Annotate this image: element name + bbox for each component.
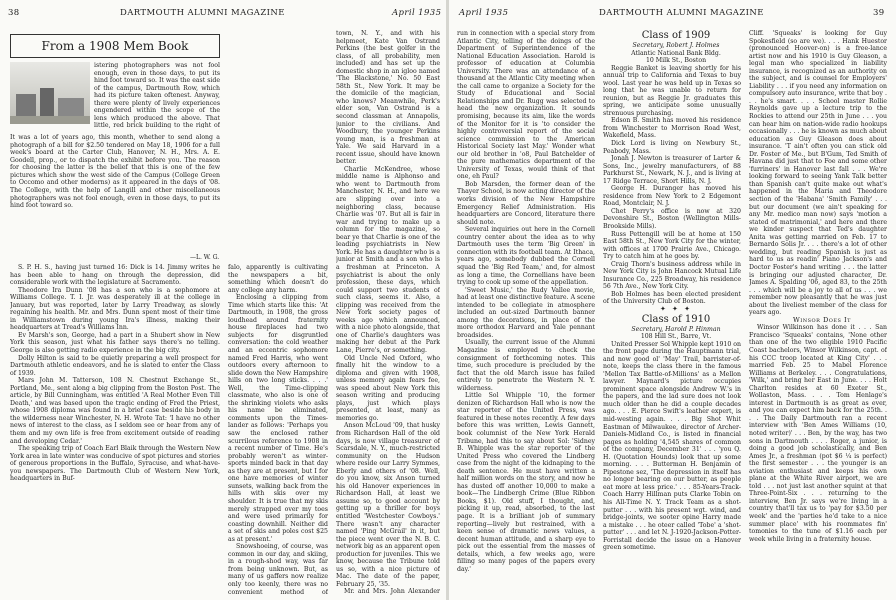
right-column-1: run in connection with a special story from Atlantic City, telling of the doings of the Department of Superintendence of the National Education Association. Harold is professor of education at Columbia University. There was an attendance of a thousand at the Atlantic City meeting when the call came to organize a Society for the Study of Educational and Social Relationships and Dr. Rugg was selected to head the new organization. It sounds promising, because its aim, like the words of the Monitor for it is 'to consider the highly controversial report of the social science commission to the American Historical Society last May.' Wonder what our old brother in 'o8, Paul Batchelder of the pure mathematics department of the University of Texas, would think of that one, eh Paul? Bob Marsden, the former dean of the Thayer School, is now acting director of the works division of the New Hampshire Emergency Relief Administration. His headquarters are Concord, literature there should note. Several inquiries out here in the Cornell country center about the idea as to why Dartmouth uses the term 'Big Green' in connection with its football team. At Ithaca, years ago, somebody dubbed the Cornell squad the 'Big Red Team,' and, for almost as long a time, the Cornellians have been trying to cook up some of the appellation. 'Sweet Music,' the Rudy Vallee movie, had at least one distinctive feature. A scene intended to be collegiate in atmosphere included an out-sized Dartmouth banner among the decorations, in place of the more orthodox Harvard and Yale pennant broadsides. Usually, the current issue of the Alumni Magazine is employed to check the consignment of forthcoming notes. This time, such procedure is precluded by the fact that the old March issue has failed entirely to penetrate the Western N. Y. wilderness. Little Sol Whipple '10, the former denizen of Richardson Hall who is now the star reporter of the United Press, was featured in these notes recently. A few days before this was written, Lewis Gannett, book columnist of the New York Herald Tribune, had this to say about Sol: 'Sidney B. Whipple was the star reporter of the United Press who covered the Lindberg case from the night of the kidnaping to the death sentence. He must have written a half million words on the story, and now he has dusted off another 10,000 to make a book—The Lindbergh Crime (Blue Ribbon Books, $1). Old stuff, I thought, and, picking it up, read, absorbed, to the last page. It is a brilliant job of summary reporting—lively but restrained, with a keen sense of dramatic news values, a decent human attitude, and a sharp eye to pick out the essential from the masses of details, which, a few weeks ago, were filling so many pages of the papers every day.' bbox=[457, 30, 595, 573]
left-column-3: town, N. Y., and with his helpmeet, Kate Van Ostrand Perkins (the best golfer in the class, of all probability, men included) and has set up the domestic shop in an igloo named 'The Blackstone,' No. 50 East 58th St., New York. It may be the domicile of the magician, who knows? Meanwhile, Perk's elder son, Van Ostrand is a second classman at Annapolis, junior to the civilians. And Woodbury, the younger Perkins young man, is a freshman at Yale. We said Harvard in a recent issue, should have known better. Charlie McKendree, whose middle name is Alphonso and who went to Dartmouth from Manchester, N. H., and here we are slipping over into a neighboring class, because Charlie was '07. But all is fair in war and trying to make up a column for the magazine, so bear ye that Charlie is one of the leading psychiatrists in New York. He has a daughter who is a junior at Smith and a son who is a freshman at Princeton. A psychiatrist is about the only profession, these days, which could support two students of such class, seems it. Also, a clipping was received from the New York society pages of weeks ago which announced, with a nice photo alongside, that one of Charlie's daughters was making her debut at the Park Lane, Pierre's, or something. Old Uncle Ned Oxford, who finally hit the window to a diploma and given with 1908, unless memory again fears fee, was speed about New York this season writing and producing plays, just which plays presented, at least, many as memories go. Anson McLoud '09, that husky from Richardson Hall of the old days, is now village treasurer of Scarsdale, N. Y., much-restricted community on the Hudson where reside our Larry Symmes, Eberly and others of '08. Well, do you know, six Anson turned his old Hanover experiences in Richardson Hall, at least we assume so, to good account by getting up a thriller for boys entitled 'Westchester Cowboys.' There wasn't any character named 'Ping McGrail' in it, but the piece went over the N. B. C. network big as an apparent open production for juveniles. This we know, because the Tribune told us so, with a nice picture of Mac. The date of the paper, February 25, '35. Mr. and Mrs. John Alexander bbox=[336, 30, 440, 596]
right-column-2: Class of 1909 Secretary, Robert J. Holmes Atlantic National Bank Bldg. 10 Milk St., Boston Reggie Banket is leaving shortly for his annual trip to California and Texas to buy wool. Last year he was held up in Texas so long that he was unable to return for reunion, but as Reggie Jr. graduates this spring, we anticipate some unusually strenuous purchasing. Edson B. Smith has moved his residence from Winchester to Morrison Road West, Wakefield, Mass. Dick Lord is living on Newbury St., Peabody, Mass. Jonah J. Newton is treasurer of Larter & Sons, Inc., jewelry manufacturers, of 88 Parkhurst St., Newark, N. J., and is living at 17 Ridge Terrace, Short Hills, N. J. George H. Duranger has moved his residence from New York to 2 Edgemont Road, Montclair, N. J. Chet Perry's office is now at 320 Devonshire St., Boston (Wellington Mills-Brookside Mills). Russ Pettengill will be at home at 150 East 58th St., New York City for the winter, with offices at 1700 Prairie Ave., Chicago. Try to catch him at he goes by. Craig Thorn's business address while in New York City is John Hancock Mutual Life Insurance Co., 225 Broadway, his residence 56 7th Ave., New York City. Bob Holmes has been elected president of the University Club of Boston. ✦ ✦ ✦ Class of 1910 Secretary, Harold P. Hinman 108 Hill St., Barre, Vt. United Presser Sol Whipple kept 1910 on the front page during the Hauptmann trial, and now good ol' 'May' Trail, barrister-of-note, keeps the class there in the famous 'Mellon Tax Battle-of-Millions' as a Mellon lawyer. Maynard's picture occupies prominent space alongside Andrew W.'s in the papers, and the lad sure does not look much older than he did a couple decades ago. . . . E. Pierce Swift's leather expert, is mid-westing again. . . . Big Shot Whit Eastman of Milwaukee, director of Archer-Daniels-Midland Co., is listed in financial pages as holding '4,545 shares of common of the company, December 31' . . . 'you Q. H. (Quotation Hounds) look that up some morning. . . . Butterman H. Benjamin of Pipestone sez, 'The depression in itself has no longer bearing on our butter, as people eat more at less price.' . . . 85-Years-Track-Coach Harry Hillman puts Clarke Tobin on his All-Time N. Y. Track Team as a shot-putter . . . with his present wgt. wind, and bridge-joints, we sooter opine Harry made a mistake . . . he oteer called 'Tobe' a 'shot-putter' . . . and let N. J-1920-Jackson-Potter-Forristall decide the issue on a Hanover green sometime. bbox=[603, 30, 741, 552]
winsor-subheading: Winsor Does It bbox=[792, 315, 851, 324]
issue-date: April 1935 bbox=[392, 8, 442, 18]
page-number: 39 bbox=[873, 8, 885, 18]
article-signature: —L. W. G. bbox=[190, 254, 220, 261]
running-title: DARTMOUTH ALUMNI MAGAZINE bbox=[599, 8, 764, 18]
class-1910-heading: Class of 1910 bbox=[641, 313, 711, 325]
left-column-2: falo, apparently is cultivating the newspapers a bit, something which doesn't do any college any harm. Enclosing a clipping from Time which starts like this: 'At Dartmouth, in 1908, the gross loudhead around fraternity house fireplaces had two subjects for disgruntled conversation: the cold weather and an eccentric sophomore named Fred Harris, who went outdoors every afternoon to slide down the New Hampshire hills on two long sticks. . . .' Well, the Time-clipping classmate, who also is one of the shrinking violets who asks his name be eliminated, comments upon the Times-lander as follows: 'Perhaps you saw the enclosed rather scurrilous reference to 1908 in a recent number of Time. He's probably weren't as winter-sports minded back in that day as they are at present, but I for one have memories of winter sunsets, walking back from the hills with skis over my shoulder. It is true that my skis merely strapped over my toes and were used primarily for coasting downhill. Neither did a set of skis and poles cost $25 as at present.' Snowshoeing, of course, was common in our day, and skiing, in a rough-shod way, was far from being unknown. But, as many of us gaffers now realize only too keenly, there was no convenient method of bbox=[228, 264, 328, 596]
issue-date: April 1935 bbox=[459, 8, 509, 18]
lead-paragraph: It was a lot of years ago, this month, whether to send along a photograph of a bill for $2.50 tendered on May 18, 1906 for a full week's board at the Carter Club, Hanover, N. H., Mrs. A. E. Goodell, prop., or to dispatch the exhibit before you. The reason for choosing the latter is the belief that this is one of the few pictures which show the west side of the Campus (College Green to Occomo and other moderns) as it appeared in the days of '08. The College, with the help of Langill and other miscellaneous photographers was not fool enough, even in those days, to put its hind foot toward so. bbox=[10, 134, 220, 210]
class-1910-secretary: Secretary, Harold P. Hinman bbox=[631, 325, 721, 333]
right-page bbox=[449, 0, 896, 600]
running-title: DARTMOUTH ALUMNI MAGAZINE bbox=[120, 8, 285, 18]
left-page bbox=[0, 0, 447, 600]
page-number: 38 bbox=[8, 8, 20, 18]
left-page-header bbox=[0, 8, 447, 22]
class-1909-heading: Class of 1909 bbox=[641, 30, 711, 41]
right-page-header bbox=[449, 8, 896, 22]
class-1909-secretary: Secretary, Robert J. Holmes bbox=[632, 42, 720, 49]
left-column-1: S. P. H. S., having just turned 16: Dick is 14. Jimmy writes he has been able to hang on through the depression, did considerable work with the legislature at Sacramento. Theodore Ira Dunn '08 has a son who is a sophomore at Williams College. T. I. Jr. was desperately ill at the college in January, but was reported, later by Larry Treadway, as slowly regaining his health. Mr. and Mrs. Dunn spent most of their time in Williamstown during young Ira's illness, making their headquarters at Tread's Williams Inn. Ev Marsh's son, George, had a part in a Shubert show in New York this season, just what his father says there's no telling. George is also getting radio experience in the big city. Dolly Hilton is said to be quietly preparing a well prospect for Dartmouth athletic endeavors, and he is slated to enter the Class of 1939. Mars John M. Tatterson, 108 N. Chestnut Exchange St., Portland, Me., sent along a big clipping from the Boston Post. The article, by Bill Cunningham, was entitled 'A Real Mother Even Till Death,' and was based upon the tragic ending of Fred the Priest, whose 1908 diploma was found in a brief case beside his body in the wilderness near Winchester, N. H. Wrote Tat: 'I have no other news of interest to the class, as I seldom see or hear from any of them and my own life is free from excitement outside of reading and developing Cedar.' The speaking trip of Coach Earl Blaik through the Western New York area in late winter was conducive of spot pictures and stories of generous proportions in the Buffalo, Syracuse, and what-have-you newspapers. The Dartmouth Club of Western New York, headquarters in Buf- bbox=[10, 264, 220, 483]
article-title: From a 1908 Mem Book bbox=[10, 34, 220, 58]
campus-photograph bbox=[10, 62, 90, 124]
photo-side-text: istering photographers was not fool enough, even in those days, to put its hind foot toward so. It was the east side of the campus, Dartmouth Row, which had its picture taken oftenest. Anyway, there were plenty of lively experiences engendered within the scope of the lens which produced the above. That little, red brick building to the right of bbox=[94, 62, 220, 128]
right-column-3: Cliff. 'Squeaks' is looking for Guy Spokesfield (so are we). . . . Hank Huestor (pronounced Hoover-on) is a free-lance artist now and his 1910 is Guy Gleason, a legal man who specialized in liability insurance, is recognized as an authority on the subject, and is counsel for Employers' Liability . . . if you need any information on compulsory auto insurance, write that boy . . . he's smart. . . . School master Rollie Reynolds gave up a lecture trip to the Rockies to attend our 25th in June . . . you can hear him on nation-wide radio hookups occasionally . . . he is known as much about education as Guy Gleason does about insurance. 'T ain't often you can stick old Dr. Foster of Me., but B'Gum, Ted Smith of Havana did just that to Foe and some other 'furriners' in Hanover last fall . . . We're looking forward to seeing Yank Talk better than Spanish can't quite make out what's happened in the Maria and Theodore section of the 'Habana' 'Smith Family' . . . but our document (we ain't speaking for any Mr. medico man now) says 'motion a stated of matrimonial,' and here and there we kinder suspect that Ted's daughter Anita was getting married on Feb. 17 to Bernardo Solis Jr. . . . there's a lot of other wedding, but reading Spanish is just as hard to us as readin' Piano Jackson's and Doctor Foster's hand writing . . . the latter is bringing our adjusted character, Dr. James A. Spalding '06, aged 83, to the 25th . . . which will be a joy to all of us . . . we remember now pleasantly that he was just about the liveliest member of the class for years ago. Winsor Does It Winsor Wilkinson has done it . . . San Francisco 'Squeaks' contains, 'None other than one of the two eligible 1910 Pacific Coast bachelors, Winsor Wilkinson, capt. of his CCC troop located at King City' . . . married Feb. 25 to Mabel Florence Williams at Berkeley. . . . Congratulations, 'Wilk,' and bring her East in June. . . . Holt Charlton resides at 60 Exeter St., Wollaston, Mass. . . . Tom Henlage's interest in Dartmouth is as great as ever, and you can expect him back for the 25th. . . . The Daily Dartmouth ran a recent interview with 'Ben Ames Williams (10, noted writer)' . . . Ben, by the way, has two sons in Dartmouth . . . . Roger, a junior, is doing a good job scholastically, and Ben Ames Jr., a freshman (pot $6 ¼ is perfect) the first semester . . . the younger is an aviation enthusiast and keeps his own plane at the White River airport, we are told . . . not just last another squint at that Three-Point-Six . . . returning to the interview, Ben Jr. says we're living in a country that'll tax us to 'pay for $3.50 per week' and the 'parties he'd take to a nice summer place' with his roommates fin' tomonies to the tune of $1.16 each per week while living in a fraternity house. bbox=[749, 30, 887, 543]
section-ornament: ✦ ✦ ✦ bbox=[659, 305, 693, 313]
